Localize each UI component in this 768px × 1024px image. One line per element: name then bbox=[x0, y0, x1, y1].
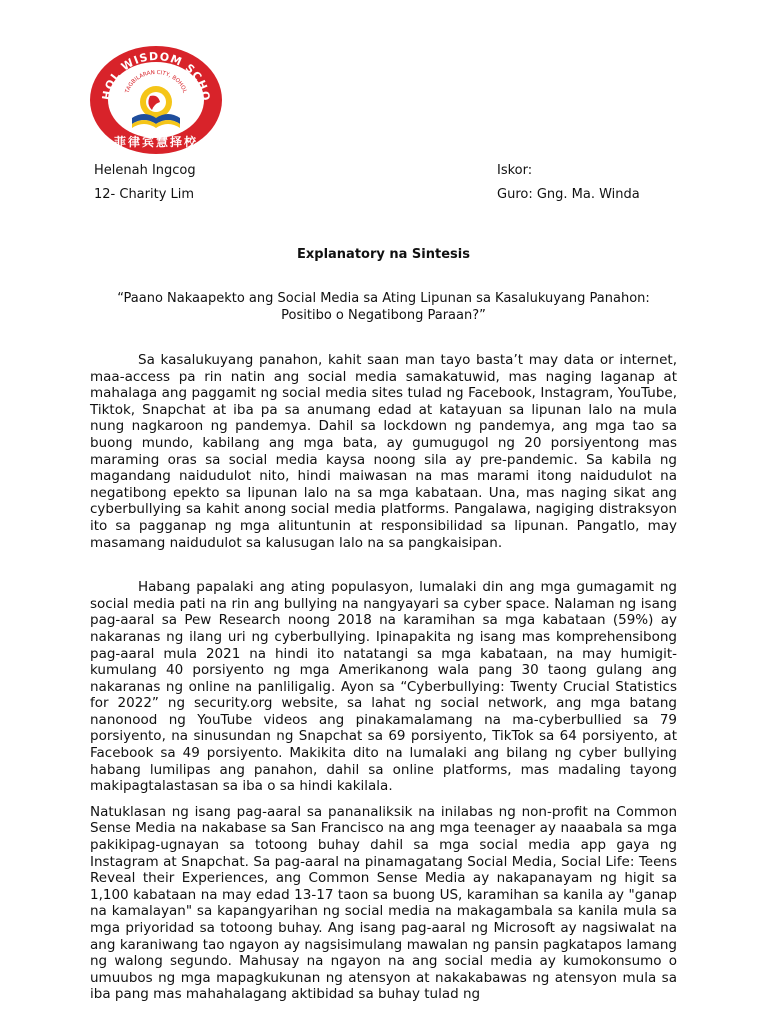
student-info bbox=[90, 163, 290, 202]
paragraph-1: Sa kasalukuyang panahon, kahit saan man tayo basta’t may data or internet, maa-access pa rin natin ang social media samakatuwid, mas naging laganap at mahalaga ang paggamit ng social media sites tulad ng Facebook, Instagram, YouTube, Tiktok, Snapchat at iba pa sa anumang edad at katayuan sa lipunan lalo na mula nung nagkaroon ng pandemya. Dahil sa lockdown ng pandemya, ang mga tao sa buong mundo, kabilang ang mga bata, ay gumugugol ng 20 porsiyentong mas maraming oras sa social media kaysa noong sila ay pre-pandemic. Sa kabila ng magandang naidudulot nito, hindi maiwasan na mas marami itong naidudulot na negatibong epekto sa lipunan lalo na sa mga kabataan. Una, mas naging sikat ang cyberbullying sa kahit anong social media platforms. Pangalawa, nagiging distraksyon ito sa pagganap ng mga alituntunin at responsibilidad sa lipunan. Pangatlo, may masamang naidudulot sa kalusugan lalo na sa pangkaisipan. bbox=[90, 352, 677, 551]
school-name-arc: HOL WISDOM SCHO bbox=[99, 49, 213, 103]
grading-info bbox=[497, 163, 697, 202]
document-body bbox=[90, 352, 677, 1003]
school-location-arc: TAGBILARAN CITY, BOHOL bbox=[124, 69, 188, 94]
document-title: Explanatory na Sintesis bbox=[297, 247, 470, 262]
school-logo bbox=[88, 44, 224, 156]
score-label: Iskor: bbox=[497, 163, 533, 178]
student-name: Helenah Ingcog bbox=[94, 163, 196, 178]
student-section: 12- Charity Lim bbox=[94, 186, 195, 202]
document-subtitle: “Paano Nakaapekto ang Social Media sa Ating Lipunan sa Kasalukuyang Panahon: Positibo o Negatibong Paraan?” bbox=[117, 291, 650, 323]
paragraph-3: Natuklasan ng isang pag-aaral sa pananaliksik na inilabas ng non-profit na Common Sense Media na nakabase sa San Francisco na ang mga teenager ay naaabala sa mga pakikipag-ugnayan sa totoong buhay dahil sa mga social media app gaya ng Instagram at Snapchat. Sa pag-aaral na pinamagatang Social Media, Social Life: Teens Reveal their Experiences, ang Common Sense Media ay nakapanayam ng higit sa 1,100 kabataan na may edad 13-17 taon sa buong US, karamihan sa kanila ay "ganap na kamalayan" sa kapangyarihan ng social media na makagambala sa kanila mula sa mga priyoridad sa totoong buhay. Ang isang pag-aaral ng Microsoft ay nagsiwalat na ang karaniwang tao ngayon ay nagsisimulang mawalan ng pansin pagkatapos lamang ng walong segundo. Mahusay na ngayon na ang social media ay kumokonsumo o umuubos ng mga mapagkukunan ng atensyon at nakakabawas ng atensyon mula sa iba pang mas mahahalagang aktibidad sa buhay tulad ng bbox=[90, 803, 677, 1003]
school-seal-icon bbox=[88, 44, 224, 156]
school-chinese-name: 菲律宾慧择校 bbox=[113, 135, 199, 149]
teacher-name: Guro: Gng. Ma. Winda bbox=[497, 186, 640, 202]
paragraph-2: Habang papalaki ang ating populasyon, lumalaki din ang mga gumagamit ng social media pati na rin ang bullying na nangyayari sa cyber space. Nalaman ng isang pag-aaral sa Pew Research noong 2018 na karamihan sa mga kabataan (59%) ay nakaranas ng ilang uri ng cyberbullying. Ipinapakita ng isang mas komprehensibong pag-aaral mula 2021 na hindi ito natatangi sa mga kabataan, na may humigit-kumulang 40 porsiyento ng mga Amerikanong wala pang 30 taong gulang ang nakaranas ng online na panliligalig. Ayon sa “Cyberbullying: Twenty Crucial Statistics for 2022” ng security.org website, sa lahat ng social network, ang mga batang nanonood ng YouTube videos ang pinakamalamang na ma-cyberbullied sa 79 porsiyento, na sinusundan ng Snapchat sa 69 porsiyento, TikTok sa 64 porsiyento, at Facebook sa 49 porsiyento. Makikita dito na lumalaki ang bilang ng cyber bullying habang lumilipas ang panahon, dahil sa online platforms, mas madaling tayong makipagtalastasan sa iba o sa hindi kakilala. bbox=[90, 579, 677, 795]
